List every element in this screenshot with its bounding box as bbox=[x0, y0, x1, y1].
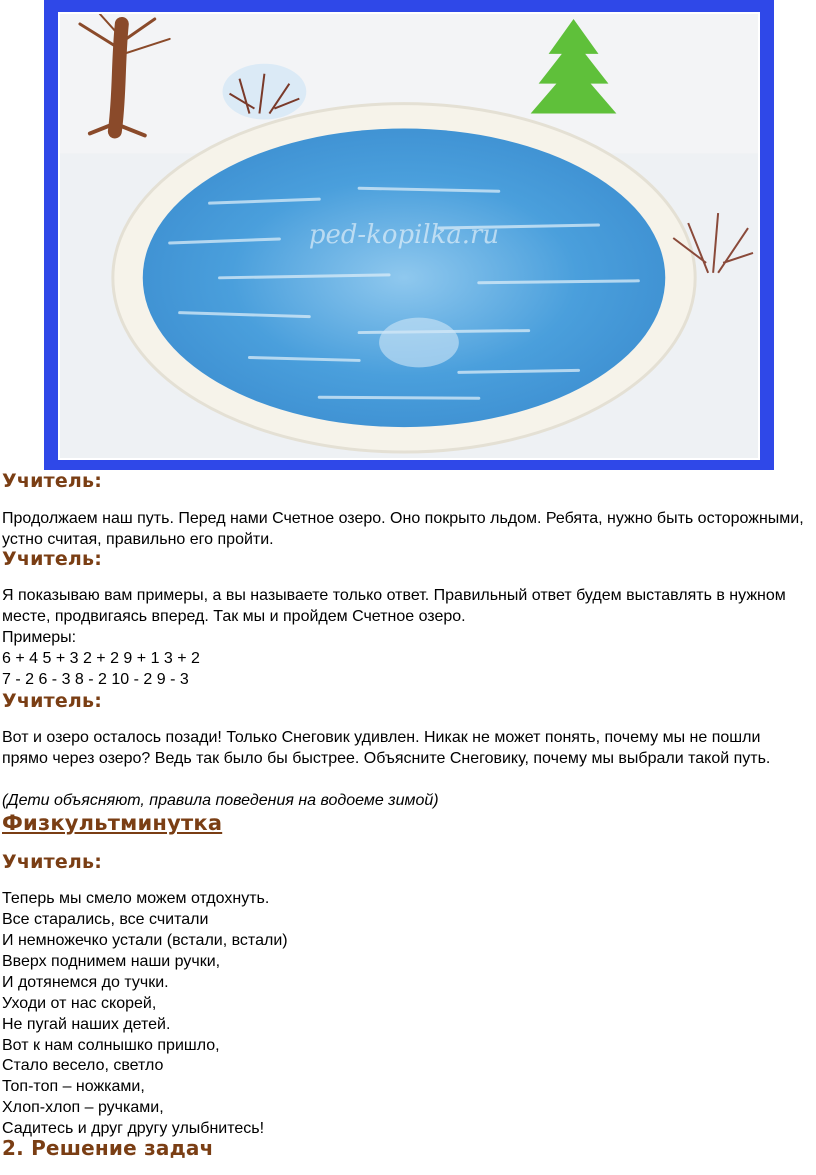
poem-line: Стало весело, светло bbox=[2, 1057, 164, 1074]
paragraph: Я показываю вам примеры, а вы называете только ответ. Правильный ответ будем выставлять в нужном месте, продвигаясь вперед. Так мы и пройдем Счетное озеро. bbox=[2, 587, 786, 625]
paragraph: Продолжаем наш путь. Перед нами Счетное озеро. Оно покрыто льдом. Ребята, нужно быть осторожными, устно считая, правильно его пройти. bbox=[2, 510, 804, 548]
physminute-title: Физкультминутка bbox=[2, 811, 223, 835]
poem-line: Вверх поднимем наши ручки, bbox=[2, 953, 221, 970]
section-heading: Учитель: bbox=[2, 851, 103, 873]
poem-line: Не пугай наших детей. bbox=[2, 1016, 171, 1033]
poem-line: И дотянемся до тучки. bbox=[2, 974, 169, 991]
section-heading: Учитель: bbox=[2, 548, 103, 570]
poem-line: И немножечко устали (встали, встали) bbox=[2, 932, 288, 949]
section-heading: Учитель: bbox=[2, 470, 103, 492]
lake-illustration bbox=[44, 0, 774, 470]
examples-line: 7 - 2 6 - 3 8 - 2 10 - 2 9 - 3 bbox=[2, 671, 189, 688]
poem-line: Хлоп-хлоп – ручками, bbox=[2, 1099, 164, 1116]
illustration-paper bbox=[58, 12, 760, 460]
examples-line: 6 + 4 5 + 3 2 + 2 9 + 1 3 + 2 bbox=[2, 650, 200, 667]
poem-line: Садитесь и друг другу улыбнитесь! bbox=[2, 1120, 265, 1137]
poem-line: Теперь мы смело можем отдохнуть. bbox=[2, 890, 270, 907]
italic-note: (Дети объясняют, правила поведения на водоеме зимой) bbox=[2, 792, 439, 809]
poem-line: Все старались, все считали bbox=[2, 911, 209, 928]
section-heading: Учитель: bbox=[2, 690, 103, 712]
next-section-title: 2. Решение задач bbox=[2, 1136, 214, 1160]
poem-line: Топ-топ – ножками, bbox=[2, 1078, 145, 1095]
winter-lake-drawing bbox=[60, 14, 758, 458]
watermark: ped-kopilka.ru bbox=[308, 219, 500, 250]
poem-line: Уходи от нас скорей, bbox=[2, 995, 157, 1012]
examples-label: Примеры: bbox=[2, 629, 77, 646]
poem-line: Вот к нам солнышко пришло, bbox=[2, 1037, 220, 1054]
paragraph: Вот и озеро осталось позади! Только Снеговик удивлен. Никак не может понять, почему мы не пошли прямо через озеро? Ведь так было бы быстрее. Объясните Снеговику, почему мы выбрали такой путь. bbox=[2, 729, 771, 767]
